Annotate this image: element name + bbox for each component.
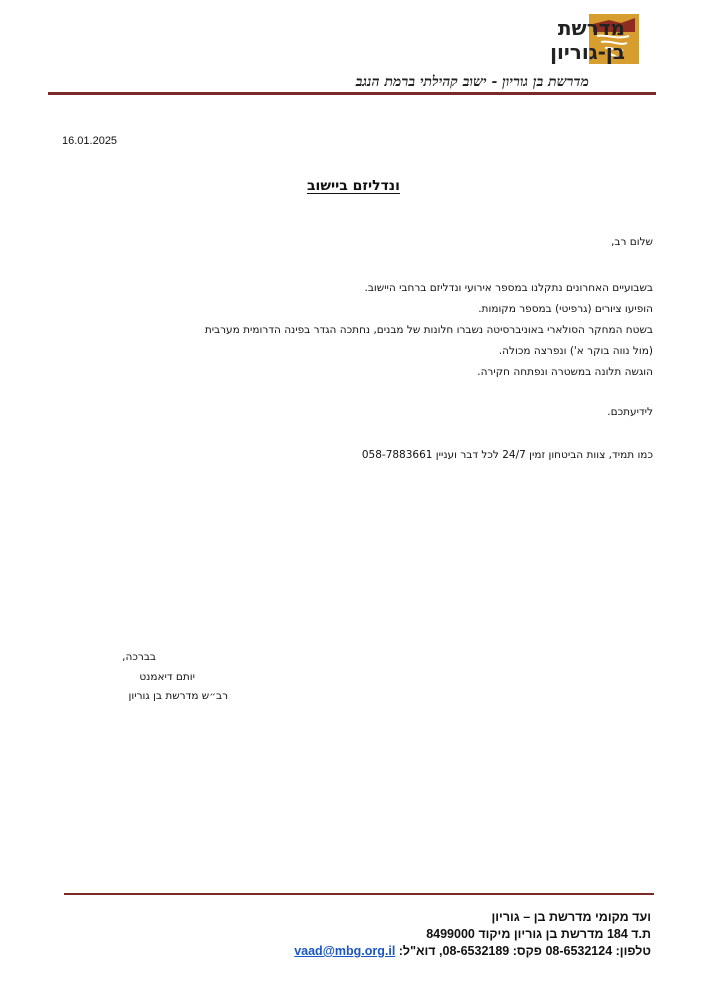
body-line-1: בשבועיים האחרונים נתקלנו במספר אירועי ונדליזם ברחבי היישוב.: [364, 282, 653, 294]
footer-contact: [294, 944, 651, 958]
logo-line2: בן-גוריון: [550, 40, 625, 64]
signature-closing: בברכה,: [122, 651, 156, 663]
for-info-line: לידיעתכם.: [607, 406, 653, 418]
body-line-3: בשטח המחקר הסולארי באוניברסיטה נשברו חלונות של מבנים, נחתכה הגדר בפינה הדרומית מערבית: [204, 324, 653, 336]
letterhead-subtitle: מדרשת בן גוריון - ישוב קהילתי ברמת הנגב: [355, 74, 589, 90]
top-divider: [48, 92, 656, 95]
body-line-5: הוגשה תלונה במשטרה ונפתחה חקירה.: [477, 366, 653, 378]
body-line-4: (מול נווה בוקר א') ונפרצה מכולה.: [498, 345, 653, 357]
footer-org: ועד מקומי מדרשת בן – גוריון: [491, 910, 651, 924]
footer-email-link[interactable]: vaad@mbg.org.il: [294, 944, 396, 958]
security-note: כמו תמיד, צוות הביטחון זמין 24/7 לכל דבר ועניין 058-7883661: [361, 449, 653, 461]
logo-wordmark: [550, 16, 625, 64]
bottom-divider: [64, 893, 654, 895]
greeting: שלום רב,: [611, 236, 653, 248]
letter-date: 16.01.2025: [62, 135, 118, 147]
signature-name: יותם דיאמנט: [139, 671, 195, 683]
footer-address: ת.ד 184 מדרשת בן גוריון מיקוד 8499000: [426, 927, 651, 941]
signature-role: רב״ש מדרשת בן גוריון: [128, 690, 228, 702]
letter-title: ונדליזם ביישוב: [307, 178, 400, 194]
logo-line1: מדרשת: [557, 16, 625, 40]
body-line-2: הופיעו ציורים (גרפיטי) במספר מקומות.: [478, 303, 653, 315]
footer-contact-text: טלפון: 08-6532124 פקס: 08-6532189, דוא"ל:: [395, 944, 651, 958]
